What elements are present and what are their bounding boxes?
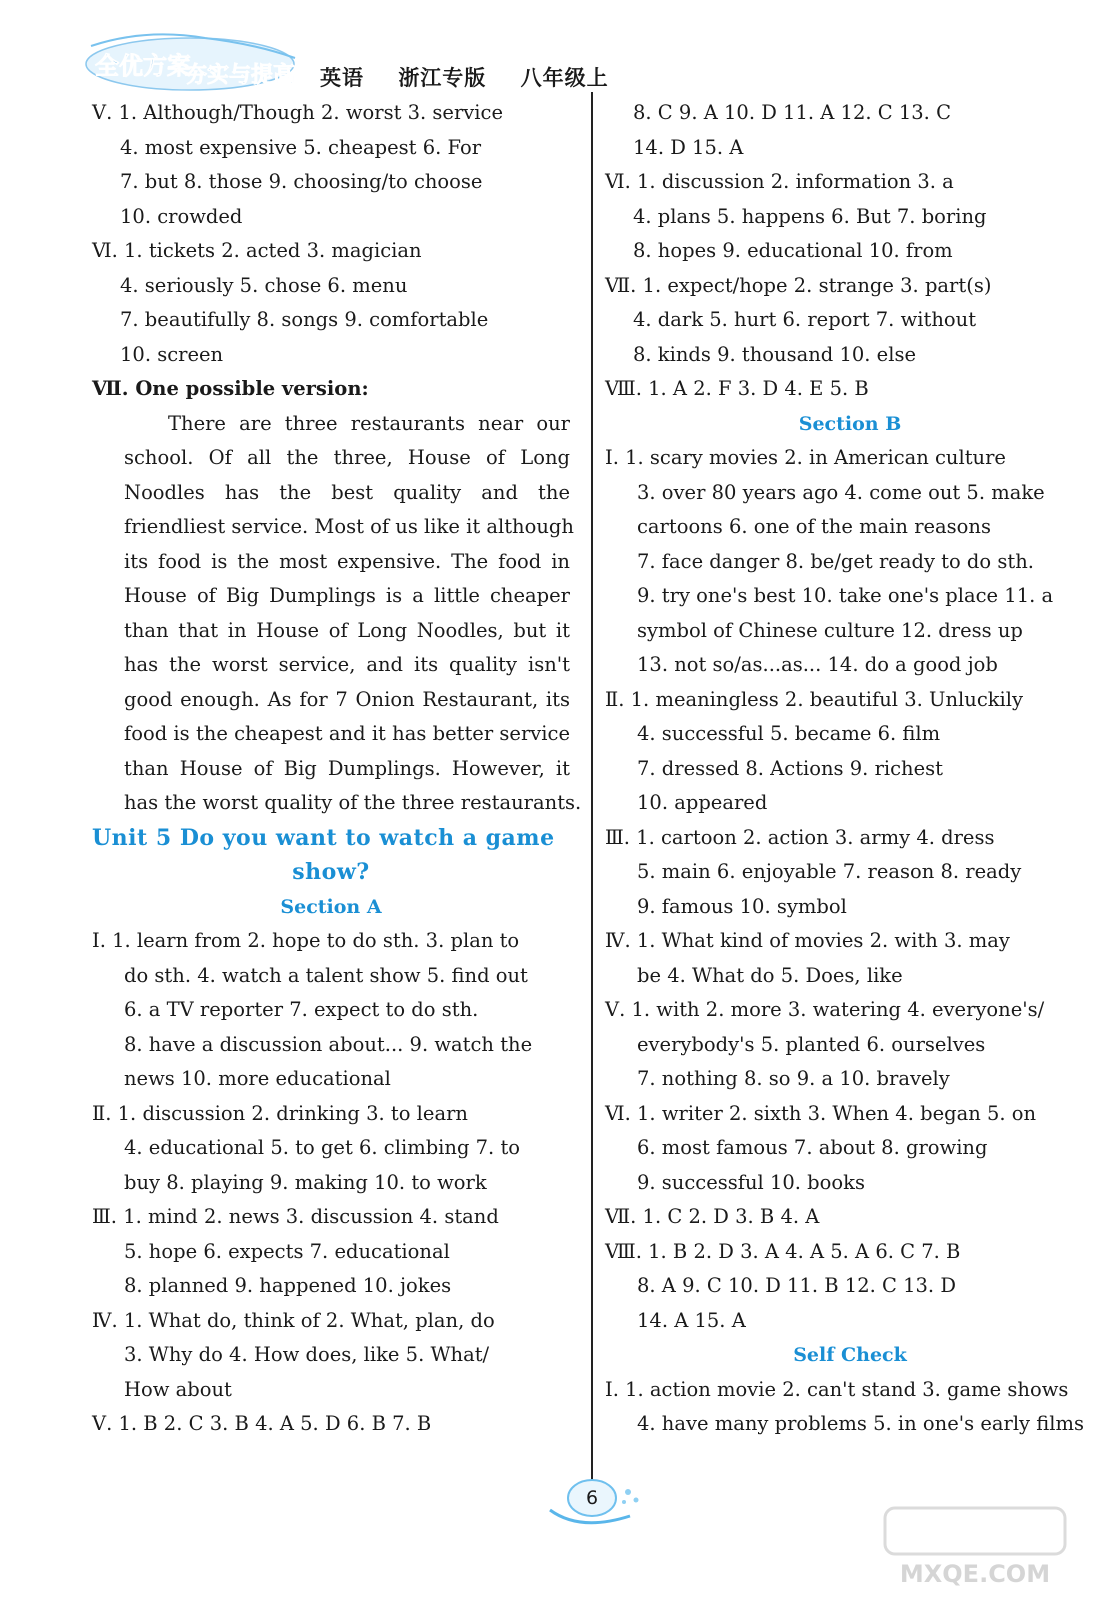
page-number: 6 [586, 1487, 599, 1509]
answer-line: Ⅲ. 1. mind 2. news 3. discussion 4. stand [92, 1205, 499, 1228]
svg-text:全优方案: 全优方案 [95, 52, 191, 80]
answer-line: 10. appeared [637, 791, 768, 814]
page-header [85, 24, 685, 96]
answer-line: 4. most expensive 5. cheapest 6. For [120, 135, 482, 159]
answer-line: 10. screen [120, 342, 224, 366]
answer-line: 8. A 9. C 10. D 11. B 12. C 13. D [637, 1274, 956, 1297]
answer-line: 4. dark 5. hurt 6. report 7. without [633, 308, 977, 331]
answer-line: 4. plans 5. happens 6. But 7. boring [633, 204, 987, 228]
answer-line: Ⅵ. 1. tickets 2. acted 3. magician [92, 239, 422, 262]
left-column [92, 96, 582, 1442]
answer-line: Ⅱ. 1. meaningless 2. beautiful 3. Unluckily [605, 687, 1024, 711]
answer-line: 4. educational 5. to get 6. climbing 7. to [124, 1136, 521, 1159]
answer-line: 8. kinds 9. thousand 10. else [633, 342, 917, 366]
essay-line: food is the cheapest and it has better service [124, 722, 570, 745]
answer-line: Ⅷ. 1. A 2. F 3. D 4. E 5. B [605, 377, 869, 400]
section-heading: Self Check [793, 1344, 907, 1366]
essay-line: House of Big Dumplings is a little cheaper [124, 584, 570, 607]
answer-line: 4. seriously 5. chose 6. menu [120, 273, 408, 297]
answer-line: do sth. 4. watch a talent show 5. find out [124, 963, 528, 987]
unit-title: show? [292, 859, 370, 885]
answer-line: Ⅵ. 1. writer 2. sixth 3. When 4. began 5. on [605, 1101, 1037, 1125]
answer-line: 7. face danger 8. be/get ready to do sth. [637, 549, 1034, 573]
answer-line: 3. Why do 4. How does, like 5. What/ [124, 1343, 490, 1366]
essay-line: There are three restaurants near our [168, 411, 570, 435]
answer-line: 8. have a discussion about... 9. watch the [124, 1032, 533, 1056]
essay-line: good enough. As for 7 Onion Restaurant, its [124, 687, 570, 711]
answer-line: Ⅴ. 1. B 2. C 3. B 4. A 5. D 6. B 7. B [92, 1412, 432, 1435]
answer-line: 3. over 80 years ago 4. come out 5. make [637, 480, 1045, 504]
header-title [320, 62, 635, 92]
answer-line: Ⅴ. 1. Although/Though 2. worst 3. service [92, 101, 503, 124]
answer-line: be 4. What do 5. Does, like [637, 963, 903, 987]
essay-line: than House of Big Dumplings. However, it [124, 756, 570, 780]
answer-line: 14. D 15. A [633, 135, 744, 159]
answer-line: 7. but 8. those 9. choosing/to choose [120, 170, 483, 193]
answer-line: 7. dressed 8. Actions 9. richest [637, 756, 943, 780]
answer-line: 7. beautifully 8. songs 9. comfortable [120, 308, 489, 331]
answer-line: 9. famous 10. symbol [637, 894, 847, 918]
essay-line: has the worst quality of the three restaurants. [124, 791, 582, 814]
answer-line: Ⅷ. 1. B 2. D 3. A 4. A 5. A 6. C 7. B [605, 1239, 961, 1263]
answer-line: Ⅲ. 1. cartoon 2. action 3. army 4. dress [605, 825, 995, 849]
answer-line: 5. hope 6. expects 7. educational [124, 1239, 450, 1263]
section-heading: Section B [798, 412, 902, 435]
essay-line: school. Of all the three, House of Long [124, 446, 570, 469]
answer-line: 7. nothing 8. so 9. a 10. bravely [637, 1067, 950, 1090]
answer-line: Ⅶ. 1. expect/hope 2. strange 3. part(s) [605, 273, 992, 297]
answer-line: 5. main 6. enjoyable 7. reason 8. ready [637, 860, 1022, 883]
answer-line: 10. crowded [120, 204, 243, 228]
answer-line: 9. successful 10. books [637, 1170, 865, 1194]
essay-line: than that in House of Long Noodles, but it [124, 618, 570, 642]
answer-line: 8. planned 9. happened 10. jokes [124, 1274, 452, 1297]
book-logo-icon [85, 24, 300, 92]
page-number-ornament-icon [540, 1470, 660, 1530]
answer-line: cartoons 6. one of the main reasons [637, 515, 991, 538]
answer-line: 6. most famous 7. about 8. growing [637, 1136, 988, 1159]
essay-line: its food is the most expensive. The food in [124, 549, 570, 573]
svg-text:MXQE.COM: MXQE.COM [899, 1560, 1051, 1588]
answer-line: How about [124, 1377, 232, 1401]
answer-line: 4. successful 5. became 6. film [637, 722, 941, 745]
answer-line: Ⅰ. 1. action movie 2. can't stand 3. game shows [605, 1377, 1069, 1401]
answer-line: Ⅱ. 1. discussion 2. drinking 3. to learn [92, 1101, 468, 1125]
answer-line: Ⅰ. 1. learn from 2. hope to do sth. 3. plan to [92, 929, 520, 952]
answer-line: Ⅳ. 1. What do, think of 2. What, plan, do [92, 1308, 495, 1332]
grade-label: 八年级上 [520, 66, 609, 90]
answer-line: 13. not so/as...as... 14. do a good job [637, 653, 998, 676]
svg-text:夯实与提高: 夯实与提高 [185, 63, 296, 88]
edition-label: 浙江专版 [398, 66, 487, 90]
answer-line: Ⅶ. One possible version: [92, 377, 369, 400]
answer-line: Ⅰ. 1. scary movies 2. in American culture [605, 446, 1006, 469]
answer-line: news 10. more educational [124, 1067, 391, 1090]
answer-line: 4. have many problems 5. in one's early films [637, 1412, 1085, 1435]
answer-line: Ⅶ. 1. C 2. D 3. B 4. A [605, 1205, 820, 1228]
section-heading: Section A [280, 895, 382, 918]
subject-label: 英语 [320, 66, 364, 90]
answer-line: Ⅴ. 1. with 2. more 3. watering 4. everyone's/ [605, 998, 1045, 1021]
answer-line: everybody's 5. planted 6. ourselves [637, 1032, 986, 1056]
answer-line: 8. C 9. A 10. D 11. A 12. C 13. C [633, 101, 951, 124]
unit-title: Unit 5 Do you want to watch a game [92, 824, 555, 851]
answer-line: Ⅵ. 1. discussion 2. information 3. a [605, 170, 954, 193]
right-column [605, 96, 1095, 1442]
column-divider [591, 92, 593, 1484]
answer-line: 8. hopes 9. educational 10. from [633, 239, 953, 262]
answer-line: symbol of Chinese culture 12. dress up [637, 618, 1023, 642]
essay-line: Noodles has the best quality and the [124, 480, 570, 504]
answer-line: 6. a TV reporter 7. expect to do sth. [124, 998, 479, 1021]
essay-line: has the worst service, and its quality isn't [124, 653, 570, 676]
essay-line: friendliest service. Most of us like it although [124, 515, 574, 538]
watermark-logo [875, 1500, 1075, 1590]
answer-line: Ⅳ. 1. What kind of movies 2. with 3. may [605, 929, 1010, 952]
answer-line: 14. A 15. A [637, 1308, 746, 1332]
answer-line: 9. try one's best 10. take one's place 11. a [637, 584, 1054, 607]
answer-line: buy 8. playing 9. making 10. to work [124, 1170, 487, 1194]
